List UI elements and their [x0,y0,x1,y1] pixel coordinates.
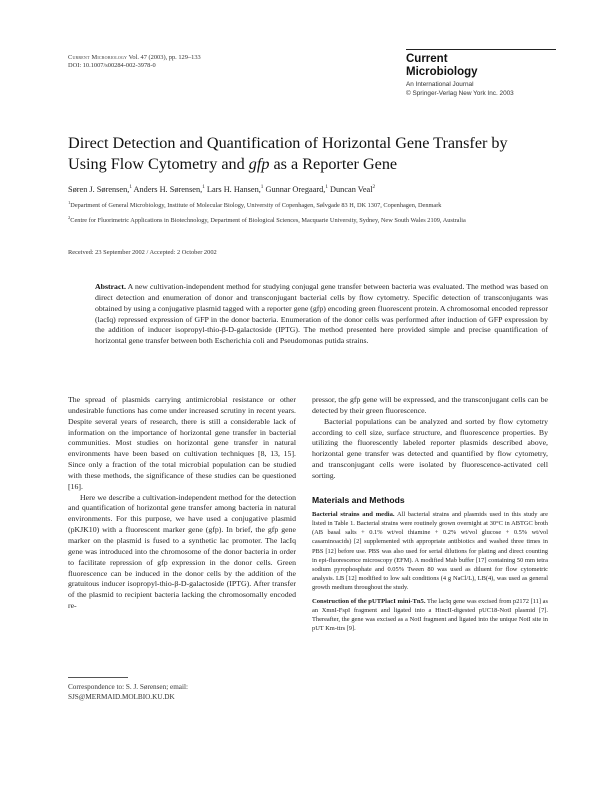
citation-journal: Current Microbiology [68,54,128,61]
journal-masthead [406,49,556,98]
affiliation [68,199,548,211]
body-right-column [312,395,548,633]
subsection-text: All bacterial strains and plasmids used in this study are listed in Table 1. Bacterial strains were routinely grown overnight at 30°C in ABTGC broth (AB basal salts + 0.1% wt/vol thiamine + 0.2% wt/vol glucose + 0.5% wt/vol casaminoacids) [2] supplemented with appropriate antibiotics and washed three times in PBS [12] before use. PBS was also used for serial dilutions for plating and direct counting in epi-fluorescence microscopy (EFM). A modified Mab buffer [17] containing 50 mm tetra sodium pyrophosphate and 0.05% Tween 80 was used as diluent for flow cytometric analysis. LB [12] modified to low salt conditions (4 g NaCl/L), LB(4), was used as general growth medium throughout the study. [312,510,548,592]
doi: DOI: 10.1007/s00284-002-3978-0 [68,62,156,70]
body-left-column [68,395,296,612]
citation-block [68,54,201,71]
author: Søren J. Sørensen, [68,184,130,194]
subsection-heading: Bacterial strains and media. [312,510,395,518]
footnote-rule [68,677,128,678]
paragraph: Here we describe a cultivation-independent method for the detection and quantification of horizontal gene transfer among bacteria in natural environments. For this purpose, we have used a conjugative plasmid (pKJK10) with a fluorescent marker gene (gfp). In brief, the gfp gene marker on the plasmid is fused to a synthetic lac promoter. The lacIq gene was introduced into the chromosome of the donor bacteria in order to facilitate repression of gfp expression in the donor cells. Green fluorescence can be induced in the donor cells by the addition of the gratuitous inducer isopropyl-thio-β-D-galactoside (IPTG). After transfer of the plasmid to recipient bacteria lacking the chromosomally encoded re- [68,492,296,611]
title-part2: as a Reporter Gene [269,155,398,173]
received-dates: Received: 23 September 2002 / Accepted: 2 October 2002 [68,249,217,256]
title-part1: Direct Detection and Quantification of Horizontal Gene Transfer by Using Flow Cytometry and [68,134,508,173]
author: Lars H. Hansen, [206,184,261,194]
journal-name-line1: Current [406,53,448,65]
section-heading: Materials and Methods [312,494,405,505]
author: Anders H. Sørensen, [133,184,203,194]
affiliation-sup: 1 [68,200,71,205]
author-sup: 1 [260,184,264,190]
affiliation-sup: 2 [68,214,71,220]
copyright: © Springer-Verlag New York Inc. 2003 [406,89,514,97]
journal-subtitle: An International Journal [406,81,474,88]
subsection-paragraph [312,597,548,634]
citation-line [68,54,201,62]
abstract-text: A new cultivation-independent method for studying conjugal gene transfer between bacteria was evaluated. The method was based on direct detection and enumeration of donor and transconjugant bacterial cells by flow cytometry. Specific detection of transconjugants was obtained by using a conjugative plasmid tagged with a reporter gene (gfp) encoding green fluorescent protein. A chromosomal encoded repressor (lacIq) repressed expression of GFP in the donor bacteria. Enumeration of the donor cells was performed after induction of GFP expression by the addition of inducer isopropyl-thio-β-D-galactoside (IPTG). The method presented here provided simple and precise quantification of horizontal gene transfer between both Escherichia coli and Pseudomonas putida strains. [95,282,548,346]
subsection-heading: Construction of the pUTPlacI mini-Tn5. [312,597,426,605]
author-list [68,182,548,195]
paragraph: Bacterial populations can be analyzed and sorted by flow cytometry according to cell size, surface structure, and fluorescence properties. By utilizing the fluorescently labeled reporter plasmids described above, horizontal gene transfer was detected and quantified by flow cytometry, and transconjugant cells were isolated by fluorescence-activated cell sorting. [312,416,548,480]
author: Gunnar Oregaard, [265,184,326,194]
subsection-paragraph [312,510,548,593]
author-sup: 1 [325,184,328,190]
affiliations [68,199,548,228]
author: Duncan Veal [330,184,373,194]
affiliation [68,214,548,226]
author-sup: 2 [372,184,376,190]
author-sup: 1 [202,184,205,190]
subsection-text: The lacIq gene was excised from p2172 [11] as an XmnI-FspI fragment and ligated into a HincII-digested pUC18-NotI plasmid [7]. Thereafter, the gene was excised as a NotI fragment and ligated into the unique NotI site in pUT Km-ttrs [9]. [312,597,548,633]
article-title [68,133,548,175]
title-italic: gfp [248,155,270,173]
paragraph: pressor, the gfp gene will be expressed, and the transconjugant cells can be detected by their green fluorescence. [312,395,548,415]
journal-name-line2: Microbiology [406,66,478,78]
abstract-label: Abstract. [95,282,126,291]
author-sup: 1 [129,184,132,190]
correspondence-note: Correspondence to: S. J. Sørensen; email: SJS@MERMAID.MOLBIO.KU.DK [68,683,188,701]
masthead-rule [406,49,556,50]
affiliation-text: Centre for Fluorimetric Applications in Biotechnology, Department of Biological Sciences, Macquarie University, Sydney, New South Wales 2109, Australia [70,216,466,224]
abstract [95,282,548,347]
paragraph: The spread of plasmids carrying antimicrobial resistance or other undesirable functions has come under increased scrutiny in recent years. Despite several years of research, there is still a considerable lack of information on the importance of horizontal gene transfer in bacterial communities. Most studies on horizontal gene transfer in natural environments have been based on cultivation techniques [8, 13, 15]. Since only a fraction of the total microbial population can be studied with these methods, the significance of these studies can be questioned [16]. [68,395,296,491]
affiliation-text: Department of General Microbiology, Institute of Molecular Biology, University of Copenhagen, Sølvgade 83 H, DK 1307, Copenhagen, Denmark [70,202,442,210]
citation-volume: Vol. 47 (2003), pp. 129–133 [127,54,201,61]
